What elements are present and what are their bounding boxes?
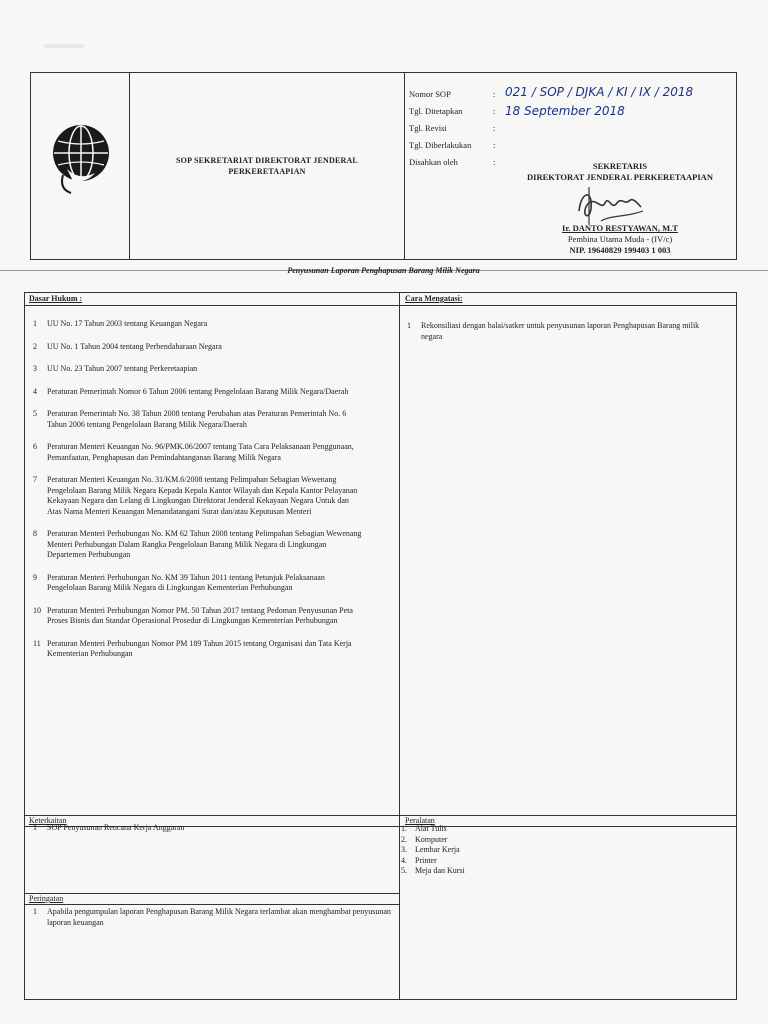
meta-row-disahkan: Disahkan oleh :	[409, 157, 496, 167]
peralatan-label: Peralatan	[405, 816, 435, 825]
signatory-name: Ir. DANTO RESTYAWAN, M.T	[562, 223, 678, 233]
list-item: 8 Peraturan Menteri Perhubungan No. KM 62 Tahun 2008 tentang Pelimpahan Sebagian Wewenang Menteri Perhubungan Dalam Rangka Pengelolaan Barang Milik Negara di Lingkungan Departemen Perhubungan	[33, 529, 362, 559]
list-item: 7 Peraturan Menteri Keuangan No. 31/KM.6/2008 tentang Pelimpahan Sebagian Wewenang Pengelolaan Barang Milik Negara Kepada Kepala Kantor Wilayah dan Kepala Kantor Pelayanan Kekayaan Negara dan Lelang di Lingkungan Direktorat Jenderal Kekayaan Negara Untuk dan Atas Nama Menteri Keuangan Menandatangani Surat dan/atau Keputusan Menteri	[33, 475, 358, 516]
sop-title: SOP SEKRETARIAT DIREKTORAT JENDERAL PERKERETAAPIAN	[130, 73, 405, 259]
sop-body-table	[24, 292, 737, 1000]
list-item: 6 Peraturan Menteri Keuangan No. 96/PMK.06/2007 tentang Tata Cara Pelaksanaan Penggunaan, Pemanfaatan, Penghapusan dan Pemindahtanganan Barang Milik Negara	[33, 442, 354, 462]
column-divider	[399, 293, 400, 999]
handwritten-date: 18 September 2018	[505, 104, 625, 118]
list-item: 11 Peraturan Menteri Perhubungan Nomor PM 189 Tahun 2015 tentang Organisasi dan Tata Kerja Kementerian Perhubungan	[33, 638, 352, 658]
scan-artifact	[44, 44, 84, 48]
list-item: 4. Printer	[401, 855, 437, 865]
list-item: 1. Alat Tulis	[401, 824, 447, 833]
peringatan-rule	[25, 904, 399, 905]
list-item: 1 SOP Penyusunan Rencana Kerja Anggaran	[33, 823, 185, 832]
handwritten-sop-number: 021 / SOP / DJKA / KI / IX / 2018	[505, 85, 694, 99]
cara-mengatasi-list	[407, 321, 707, 342]
logo-cell	[31, 73, 130, 259]
keterkaitan-label: Keterkaitan	[29, 816, 67, 825]
peringatan-label: Peringatan	[29, 894, 64, 903]
list-item: 2 UU No. 1 Tahun 2004 tentang Perbendaharaan Negara	[33, 341, 222, 351]
list-item: 3 UU No. 23 Tahun 2007 tentang Perkeretaapian	[33, 364, 198, 373]
signatory-position: SEKRETARIS DIREKTORAT JENDERAL PERKERETAAPIAN	[527, 161, 713, 182]
meta-row-ditetapkan: Tgl. Ditetapkan :	[409, 106, 496, 116]
heading-rule	[25, 305, 736, 306]
dasar-hukum-list	[33, 319, 363, 660]
sop-header-table	[30, 72, 737, 260]
document-title: Penyusunan Laporan Penghapusan Barang Milik Negara	[287, 266, 480, 275]
list-item: 1 Apabila pengumpulan laporan Penghapusan Barang Milik Negara terlambat akan menghambat penyusunan laporan keuangan	[33, 907, 391, 927]
list-item: 5 Peraturan Pemerintah No. 38 Tahun 2008 tentang Perubahan atas Peraturan Pemerintah No. 6 Tahun 2006 tentang Pengelolaan Barang Milik Negara/Daerah	[33, 409, 347, 429]
list-item: 9 Peraturan Menteri Perhubungan No. KM 39 Tahun 2011 tentang Petunjuk Pelaksanaan Pengelolaan Barang Milik Negara di Lingkungan Kementerian Perhubungan	[33, 572, 325, 592]
keterkaitan-list	[33, 823, 373, 834]
list-item: 1 Rekonsiliasi dengan balai/satker untuk penyusunan laporan Penghapusan Barang milik negara	[407, 321, 700, 341]
meta-row-diberlakukan: Tgl. Diberlakukan :	[409, 140, 496, 150]
cara-mengatasi-label: Cara Mengatasi:	[405, 294, 463, 303]
peralatan-list	[401, 824, 601, 877]
signatory-details	[505, 223, 735, 256]
list-item: 5. Meja dan Kursi	[401, 866, 465, 875]
meta-row-nomor: Nomor SOP :	[409, 89, 496, 99]
middle-rule	[25, 815, 736, 816]
peringatan-top-rule	[25, 893, 399, 894]
list-item: 10 Peraturan Menteri Perhubungan Nomor PM. 50 Tahun 2017 tentang Pedoman Penyusunan Peta Proses Bisnis dan Standar Operasional Prosedur di Lingkungan Kementerian Perhubungan	[33, 605, 353, 625]
signatory-rank: Pembina Utama Muda - (IV/c)	[567, 234, 673, 244]
meta-row-revisi: Tgl. Revisi :	[409, 123, 496, 133]
sop-meta-cell	[405, 73, 736, 259]
signatory-nip: NIP. 19640829 199403 1 003	[569, 245, 671, 255]
list-item: 3. Lembar Kerja	[401, 845, 460, 854]
list-item: 2. Komputer	[401, 834, 448, 844]
peringatan-list	[33, 907, 393, 928]
ministry-logo-icon	[49, 119, 113, 195]
dasar-hukum-label: Dasar Hukum :	[29, 294, 83, 303]
list-item: 1 UU No. 17 Tahun 2003 tentang Keuangan Negara	[33, 319, 208, 328]
list-item: 4 Peraturan Pemerintah Nomor 6 Tahun 2006 tentang Pengelolaan Barang Milik Negara/Daerah	[33, 386, 349, 396]
